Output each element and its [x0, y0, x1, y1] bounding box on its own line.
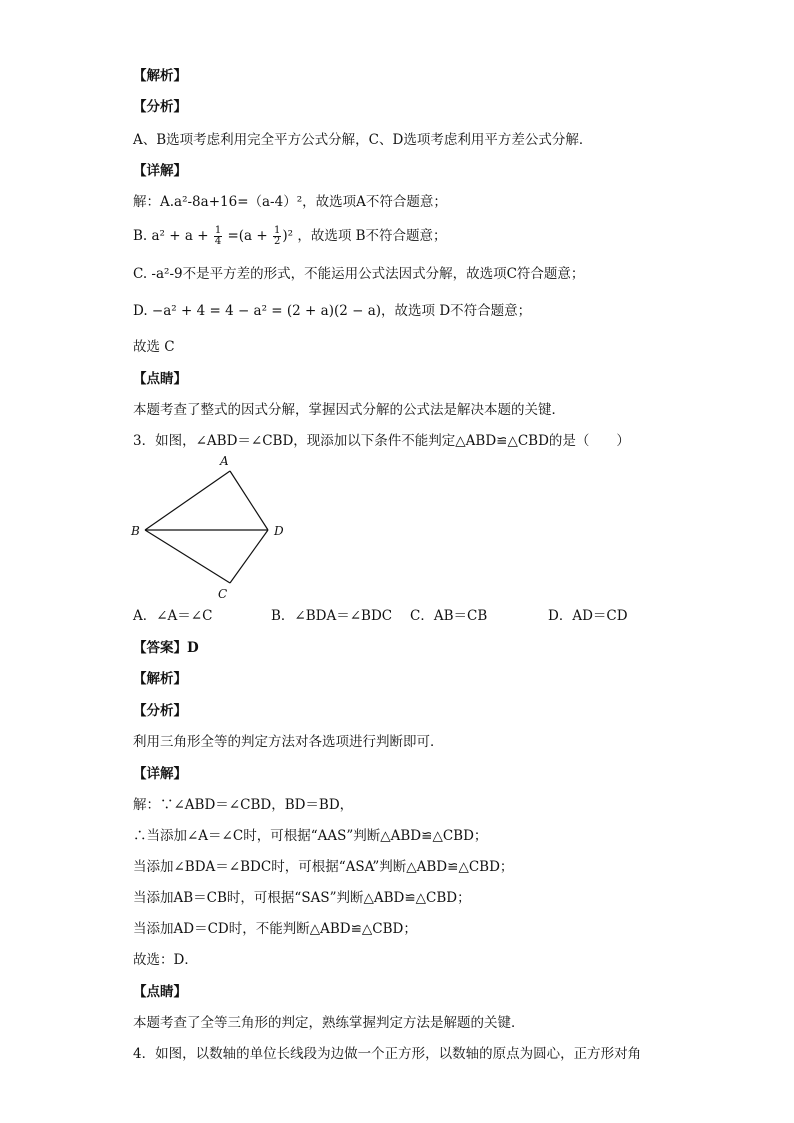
q2-option-c-solution: C. -a²-9不是平方差的形式，不能运用公式法因式分解，故选项C符合题意；	[133, 266, 585, 282]
q4-stem: 4．如图，以数轴的单位长线段为边做一个正方形，以数轴的原点为圆心，正方形对角	[133, 1046, 642, 1062]
segment-ad	[230, 471, 268, 530]
q3-solution-line-4: 当添加AB＝CB时，可根据“SAS”判断△ABD≌△CBD；	[133, 890, 471, 906]
q2-option-d-solution: D. −a² + 4 = 4 − a² = (2 + a)(2 − a)，故选项 D不符合题意；	[133, 303, 532, 319]
segment-ba	[145, 471, 230, 530]
segment-cd	[230, 530, 268, 583]
q2-dianjing-text: 本题考查了整式的因式分解，掌握因式分解的公式法是解决本题的关键．	[133, 402, 565, 418]
q3-solution-line-1: 解：∵∠ABD＝∠CBD，BD＝BD，	[133, 797, 354, 813]
q2-b-mid: =(a +	[223, 228, 272, 244]
q3-dianjing-text: 本题考查了全等三角形的判定，熟练掌握判定方法是解题的关键．	[133, 1015, 525, 1031]
q3-answer: 【答案】D	[133, 640, 199, 656]
quadrilateral-figure	[125, 448, 295, 603]
q2-b-suffix: )² ，故选项 B不符合题意；	[282, 228, 447, 244]
q2-analysis-heading: 【解析】	[133, 68, 187, 84]
q2-option-b-solution	[133, 226, 447, 247]
vertex-label-c: C	[218, 587, 228, 601]
q2-fenxi-text: A、B选项考虑利用完全平方公式分解，C、D选项考虑利用平方差公式分解．	[133, 132, 593, 148]
vertex-label-a: A	[220, 454, 229, 468]
frac2-num: 1	[274, 225, 281, 236]
q3-option-b[interactable]: B．∠BDA＝∠BDC	[271, 608, 393, 624]
frac2-den: 2	[274, 236, 281, 247]
vertex-label-d: D	[274, 524, 284, 538]
q2-answer-line: 故选 C	[133, 339, 175, 355]
q3-solution-line-2: ∴当添加∠A＝∠C时，可根据“AAS”判断△ABD≌△CBD；	[133, 828, 488, 844]
q2-option-a-solution: 解：A.a²-8a+16=（a-4）²，故选项A不符合题意；	[133, 194, 447, 210]
q2-fenxi-heading: 【分析】	[133, 99, 187, 115]
q3-solution-line-6: 故选：D．	[133, 952, 198, 968]
q3-solution-line-5: 当添加AD＝CD时，不能判断△ABD≌△CBD；	[133, 921, 417, 937]
q3-fenxi-heading: 【分析】	[133, 703, 187, 719]
q3-solution-line-3: 当添加∠BDA＝∠BDC时，可根据“ASA”判断△ABD≌△CBD；	[133, 859, 514, 875]
q3-xiangjie-heading: 【详解】	[133, 766, 187, 782]
q3-option-a[interactable]: A．∠A＝∠C	[133, 608, 213, 624]
q2-dianjing-heading: 【点睛】	[133, 371, 187, 387]
vertex-label-b: B	[131, 524, 140, 538]
fraction-one-half	[273, 226, 281, 247]
q3-dianjing-heading: 【点睛】	[133, 984, 187, 1000]
q3-option-d[interactable]: D．AD＝CD	[548, 608, 628, 624]
q2-xiangjie-heading: 【详解】	[133, 163, 187, 179]
q3-fenxi-text: 利用三角形全等的判定方法对各选项进行判断即可．	[133, 734, 444, 750]
frac1-num: 1	[214, 225, 222, 236]
q2-b-prefix: B. a² + a +	[133, 228, 213, 244]
frac1-den: 4	[214, 236, 222, 247]
segment-bc	[145, 530, 230, 583]
q3-stem: 3．如图，∠ABD＝∠CBD，现添加以下条件不能判定△ABD≌△CBD的是（ ）	[133, 433, 630, 449]
q3-jiexi-heading: 【解析】	[133, 671, 187, 687]
q3-option-c[interactable]: C．AB＝CB	[410, 608, 488, 624]
fraction-one-quarter	[214, 226, 222, 247]
